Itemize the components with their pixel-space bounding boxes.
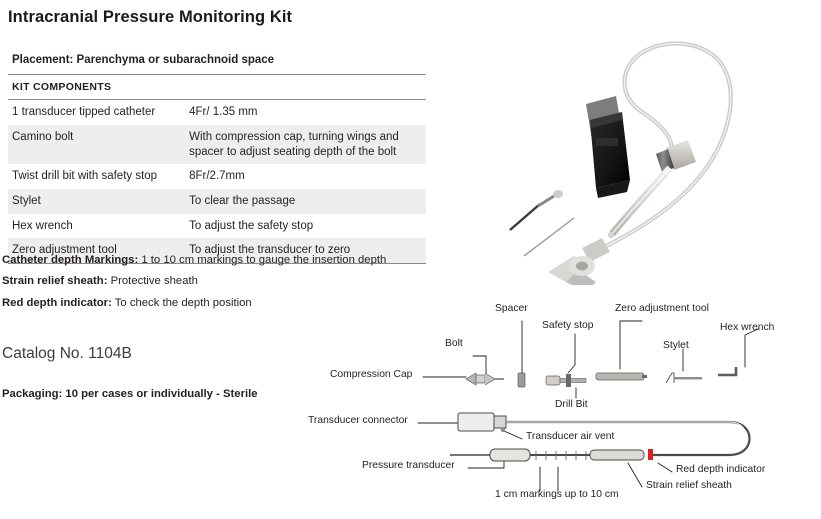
diagram-label-hex-wrench: Hex wrench (720, 322, 775, 333)
component-diagram (290, 295, 820, 515)
table-row (8, 164, 426, 189)
zero-tool-tip (642, 375, 647, 378)
note-text: To check the depth position (111, 296, 252, 309)
component-name: Camino bolt (8, 125, 185, 164)
bolt-wing-glyph (485, 373, 495, 385)
diagram-label-safety-stop: Safety stop (542, 320, 594, 331)
component-name: Zero adjustment tool (8, 238, 185, 263)
placement-text: Placement: Parenchyma or subarachnoid space (8, 48, 426, 74)
catalog-number: Catalog No. 1104B (2, 345, 132, 362)
kit-components-table (8, 48, 426, 264)
diagram-label-red-depth-indicator: Red depth indicator (676, 464, 766, 475)
connector-nose-glyph (494, 416, 506, 428)
note-text: 1 to 10 cm markings to gauge the insertion depth (138, 254, 387, 266)
component-name: Stylet (8, 189, 185, 214)
table-header-row (8, 74, 426, 99)
note-text: Protective sheath (107, 275, 198, 288)
packaging-text: Packaging: 10 per cases or individually - Sterile (2, 388, 258, 400)
bolt-hub-glyph (476, 375, 485, 383)
column-header-components: KIT COMPONENTS (8, 74, 185, 99)
hex-wrench-glyph (718, 367, 736, 375)
stylet-handle (666, 373, 674, 383)
note-strain-relief-sheath (2, 276, 442, 287)
diagram-label-strain-relief-sheath: Strain relief sheath (646, 480, 732, 491)
diagram-label-drill-bit: Drill Bit (555, 399, 588, 410)
column-header-spec (185, 74, 426, 99)
leader-red-depth-indicator (658, 463, 672, 472)
table-row (8, 189, 426, 214)
diagram-label-stylet: Stylet (663, 340, 689, 351)
product-photo (470, 20, 810, 285)
component-spec: To adjust the transducer to zero (185, 238, 426, 263)
leader-bolt (473, 356, 486, 373)
spacer-glyph (518, 373, 525, 387)
component-name: Hex wrench (12, 219, 73, 232)
component-spec: With compression cap, turning wings and spacer to adjust seating depth of the bolt (185, 125, 426, 164)
stylet-photo (524, 218, 574, 256)
page-title: Intracranial Pressure Monitoring Kit (8, 8, 293, 26)
transducer-connector-glyph (458, 413, 494, 431)
table-row-placement (8, 48, 426, 74)
leader-safety-stop (568, 334, 575, 373)
diagram-label-cm-markings: 1 cm markings up to 10 cm (495, 489, 619, 500)
strain-relief-sheath-glyph (590, 450, 644, 460)
note-label: Strain relief sheath: (2, 275, 108, 288)
tool-shaft (510, 204, 540, 230)
component-name: Twist drill bit with safety stop (12, 170, 158, 183)
drill-bit-shaft (560, 379, 586, 383)
drill-bit-hub (546, 376, 560, 385)
hex-wrench-body (718, 367, 736, 375)
safety-stop-glyph (566, 374, 571, 387)
component-spec: To clear the passage (185, 189, 426, 214)
tool-knob (553, 190, 563, 198)
diagram-label-bolt: Bolt (445, 338, 463, 349)
zero-tool-body (596, 373, 644, 380)
stylet-glyph (666, 373, 702, 383)
component-name: 1 transducer tipped catheter (12, 106, 156, 119)
table-row (8, 125, 426, 164)
product-photo-svg (470, 20, 810, 285)
component-spec: 8Fr/2.7mm (189, 170, 245, 183)
diagram-label-transducer-air-vent: Transducer air vent (526, 431, 615, 442)
red-depth-indicator-glyph (648, 449, 653, 460)
leader-zero-tool (620, 321, 642, 369)
diagram-label-compression-cap: Compression Cap (330, 369, 413, 380)
diagram-label-transducer-connector: Transducer connector (308, 415, 408, 426)
cap-glyph (466, 373, 476, 385)
drill-bit-glyph (546, 374, 586, 387)
leader-transducer-air-vent (504, 431, 522, 439)
bolt-bore (576, 262, 588, 271)
diagram-label-spacer: Spacer (495, 303, 528, 314)
diagram-label-pressure-transducer: Pressure transducer (362, 460, 455, 471)
table-row (8, 214, 426, 239)
kit-components-table-wrap (8, 48, 426, 264)
connector-label-strip (596, 138, 618, 146)
component-spec: 4Fr/ 1.35 mm (189, 106, 258, 119)
note-catheter-depth-markings (2, 255, 442, 266)
component-spec: To adjust the safety stop (189, 219, 314, 232)
leader-hex-wrench (745, 329, 758, 367)
tube-tip (608, 232, 614, 238)
zero-adjustment-tool-glyph (596, 373, 647, 380)
tool-tip (538, 196, 554, 206)
camino-bolt-photo (548, 238, 610, 285)
diagram-label-zero-adjustment-tool: Zero adjustment tool (615, 303, 709, 314)
bolt-glyph (466, 373, 504, 385)
table-row (8, 100, 426, 125)
connector-body (586, 96, 630, 198)
zero-adjustment-tool-photo (510, 190, 563, 230)
pressure-transducer-glyph (490, 449, 530, 461)
note-label: Catheter depth Markings: (2, 254, 139, 266)
note-label: Red depth indicator: (2, 296, 112, 309)
transducer-air-vent-glyph (501, 428, 505, 432)
stylet-shaft (674, 377, 702, 379)
compression-cap-photo (656, 140, 696, 172)
leader-strain-relief (628, 463, 642, 487)
